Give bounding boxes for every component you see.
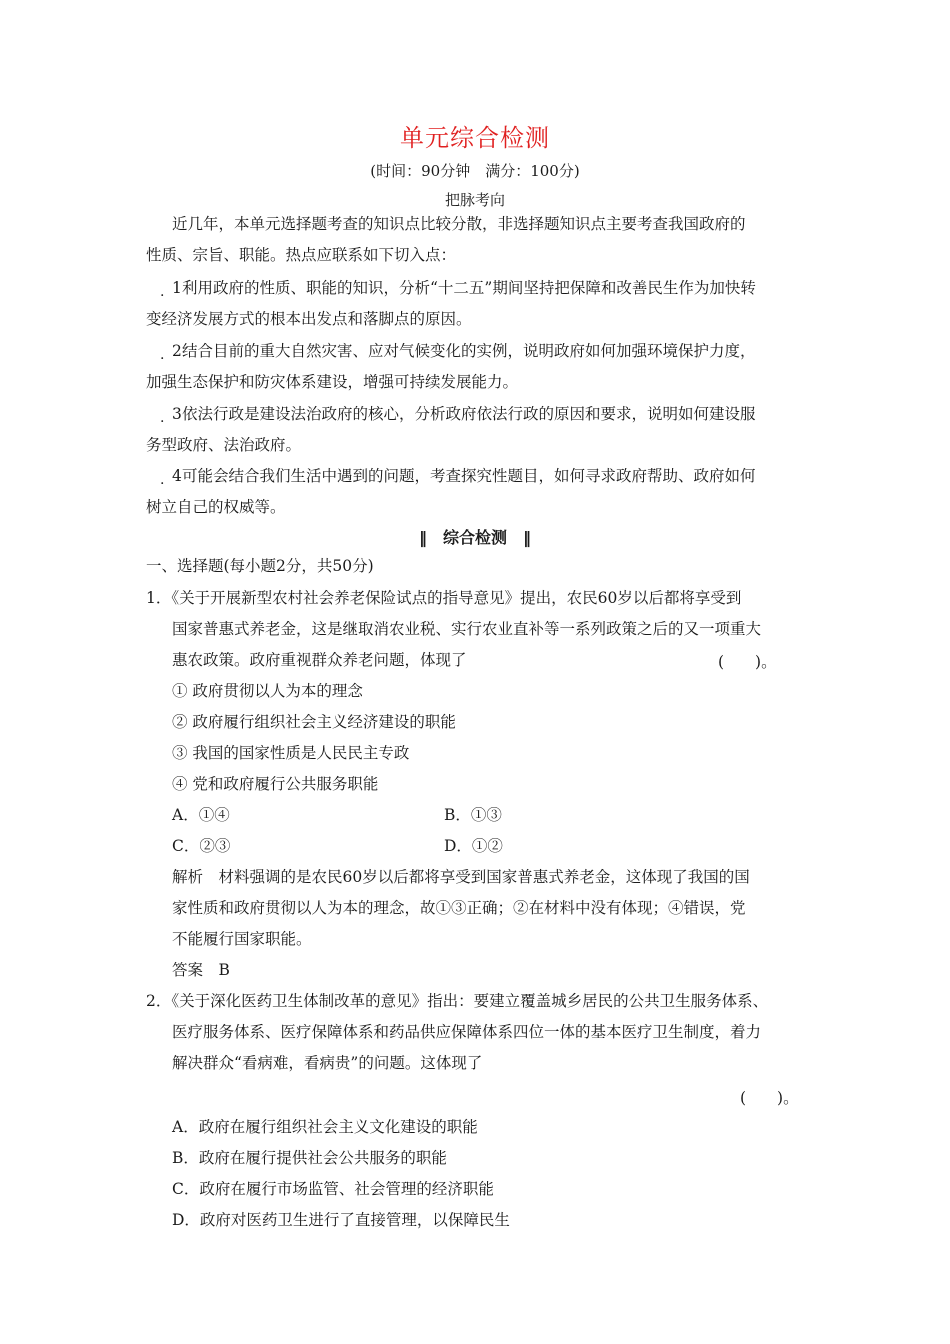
- point-text: 结合目前的重大自然灾害、应对气候变化的实例，说明政府如何加强环境保护力度，: [182, 342, 756, 360]
- question-stem: 惠农政策。政府重视群众养老问题，体现了: [172, 651, 467, 669]
- point-number: 1: [172, 279, 182, 297]
- statement-item: ③ 我国的国家性质是人民民主专政: [172, 744, 410, 762]
- question-stem: 医疗服务体系、医疗保障体系和药品供应保障体系四位一体的基本医疗卫生制度，着力: [172, 1023, 762, 1041]
- bullet-dot: .: [160, 284, 165, 300]
- question-stem: 1．《关于开展新型农村社会养老保险试点的指导意见》提出，农民60岁以后都将享受到: [146, 589, 742, 607]
- exam-time-score: (时间：90分钟 满分：100分): [370, 162, 580, 180]
- question-stem: 国家普惠式养老金，这是继取消农业税、实行农业直补等一系列政策之后的又一项重大: [172, 620, 762, 638]
- analysis-text: 家性质和政府贯彻以人为本的理念，故①③正确；②在材料中没有体现；④错误，党: [172, 899, 746, 917]
- question-stem: 解决群众“看病难，看病贵”的问题。这体现了: [172, 1054, 483, 1072]
- intro-line: 近几年，本单元选择题考查的知识点比较分散，非选择题知识点主要考查我国政府的: [172, 215, 746, 233]
- statement-item: ① 政府贯彻以人为本的理念: [172, 682, 363, 700]
- section-banner: ‖ 综合检测 ‖: [418, 528, 531, 547]
- option-b: B．政府在履行提供社会公共服务的职能: [172, 1149, 447, 1167]
- answer-text: 答案 B: [172, 961, 230, 979]
- intro-line: 性质、宗旨、职能。热点应联系如下切入点：: [146, 246, 457, 264]
- point-number: 2: [172, 342, 182, 360]
- option-c: C．政府在履行市场监管、社会管理的经济职能: [172, 1180, 494, 1198]
- point-text: 依法行政是建设法治政府的核心，分析政府依法行政的原因和要求，说明如何建设服: [182, 405, 756, 423]
- point-text: 变经济发展方式的根本出发点和落脚点的原因。: [146, 310, 472, 328]
- analysis-text: 不能履行国家职能。: [172, 930, 312, 948]
- point-number: 3: [172, 405, 182, 423]
- section-heading: 把脉考向: [444, 191, 505, 209]
- point-text: 加强生态保护和防灾体系建设，增强可持续发展能力。: [146, 373, 519, 391]
- option-c: C．②③: [172, 837, 231, 855]
- point-number: 4: [172, 467, 182, 485]
- point-text: 利用政府的性质、职能的知识，分析“十二五”期间坚持把保障和改善民生作为加快转: [182, 279, 756, 297]
- statement-item: ④ 党和政府履行公共服务职能: [172, 775, 379, 793]
- analysis-text: 解析 材料强调的是农民60岁以后都将享受到国家普惠式养老金，这体现了我国的国: [172, 868, 750, 886]
- option-a: A．政府在履行组织社会主义文化建设的职能: [172, 1118, 478, 1136]
- option-b: B．①③: [444, 806, 502, 824]
- point-text: 树立自己的权威等。: [146, 498, 286, 516]
- question-stem: 2．《关于深化医药卫生体制改革的意见》指出：要建立覆盖城乡居民的公共卫生服务体系、: [146, 992, 769, 1010]
- bullet-dot: .: [160, 347, 165, 363]
- option-d: D．政府对医药卫生进行了直接管理，以保障民生: [172, 1211, 510, 1229]
- part-heading: 一、选择题(每小题2分，共50分): [146, 557, 374, 575]
- option-a: A．①④: [172, 806, 230, 824]
- answer-blank: ( )。: [718, 653, 777, 671]
- point-text: 可能会结合我们生活中遇到的问题，考查探究性题目，如何寻求政府帮助、政府如何: [182, 467, 756, 485]
- statement-item: ② 政府履行组织社会主义经济建设的职能: [172, 713, 456, 731]
- bullet-dot: .: [160, 472, 165, 488]
- bullet-dot: .: [160, 410, 165, 426]
- option-d: D．①②: [444, 837, 503, 855]
- answer-blank: ( )。: [740, 1089, 799, 1107]
- page-title: 单元综合检测: [400, 124, 550, 152]
- point-text: 务型政府、法治政府。: [146, 436, 302, 454]
